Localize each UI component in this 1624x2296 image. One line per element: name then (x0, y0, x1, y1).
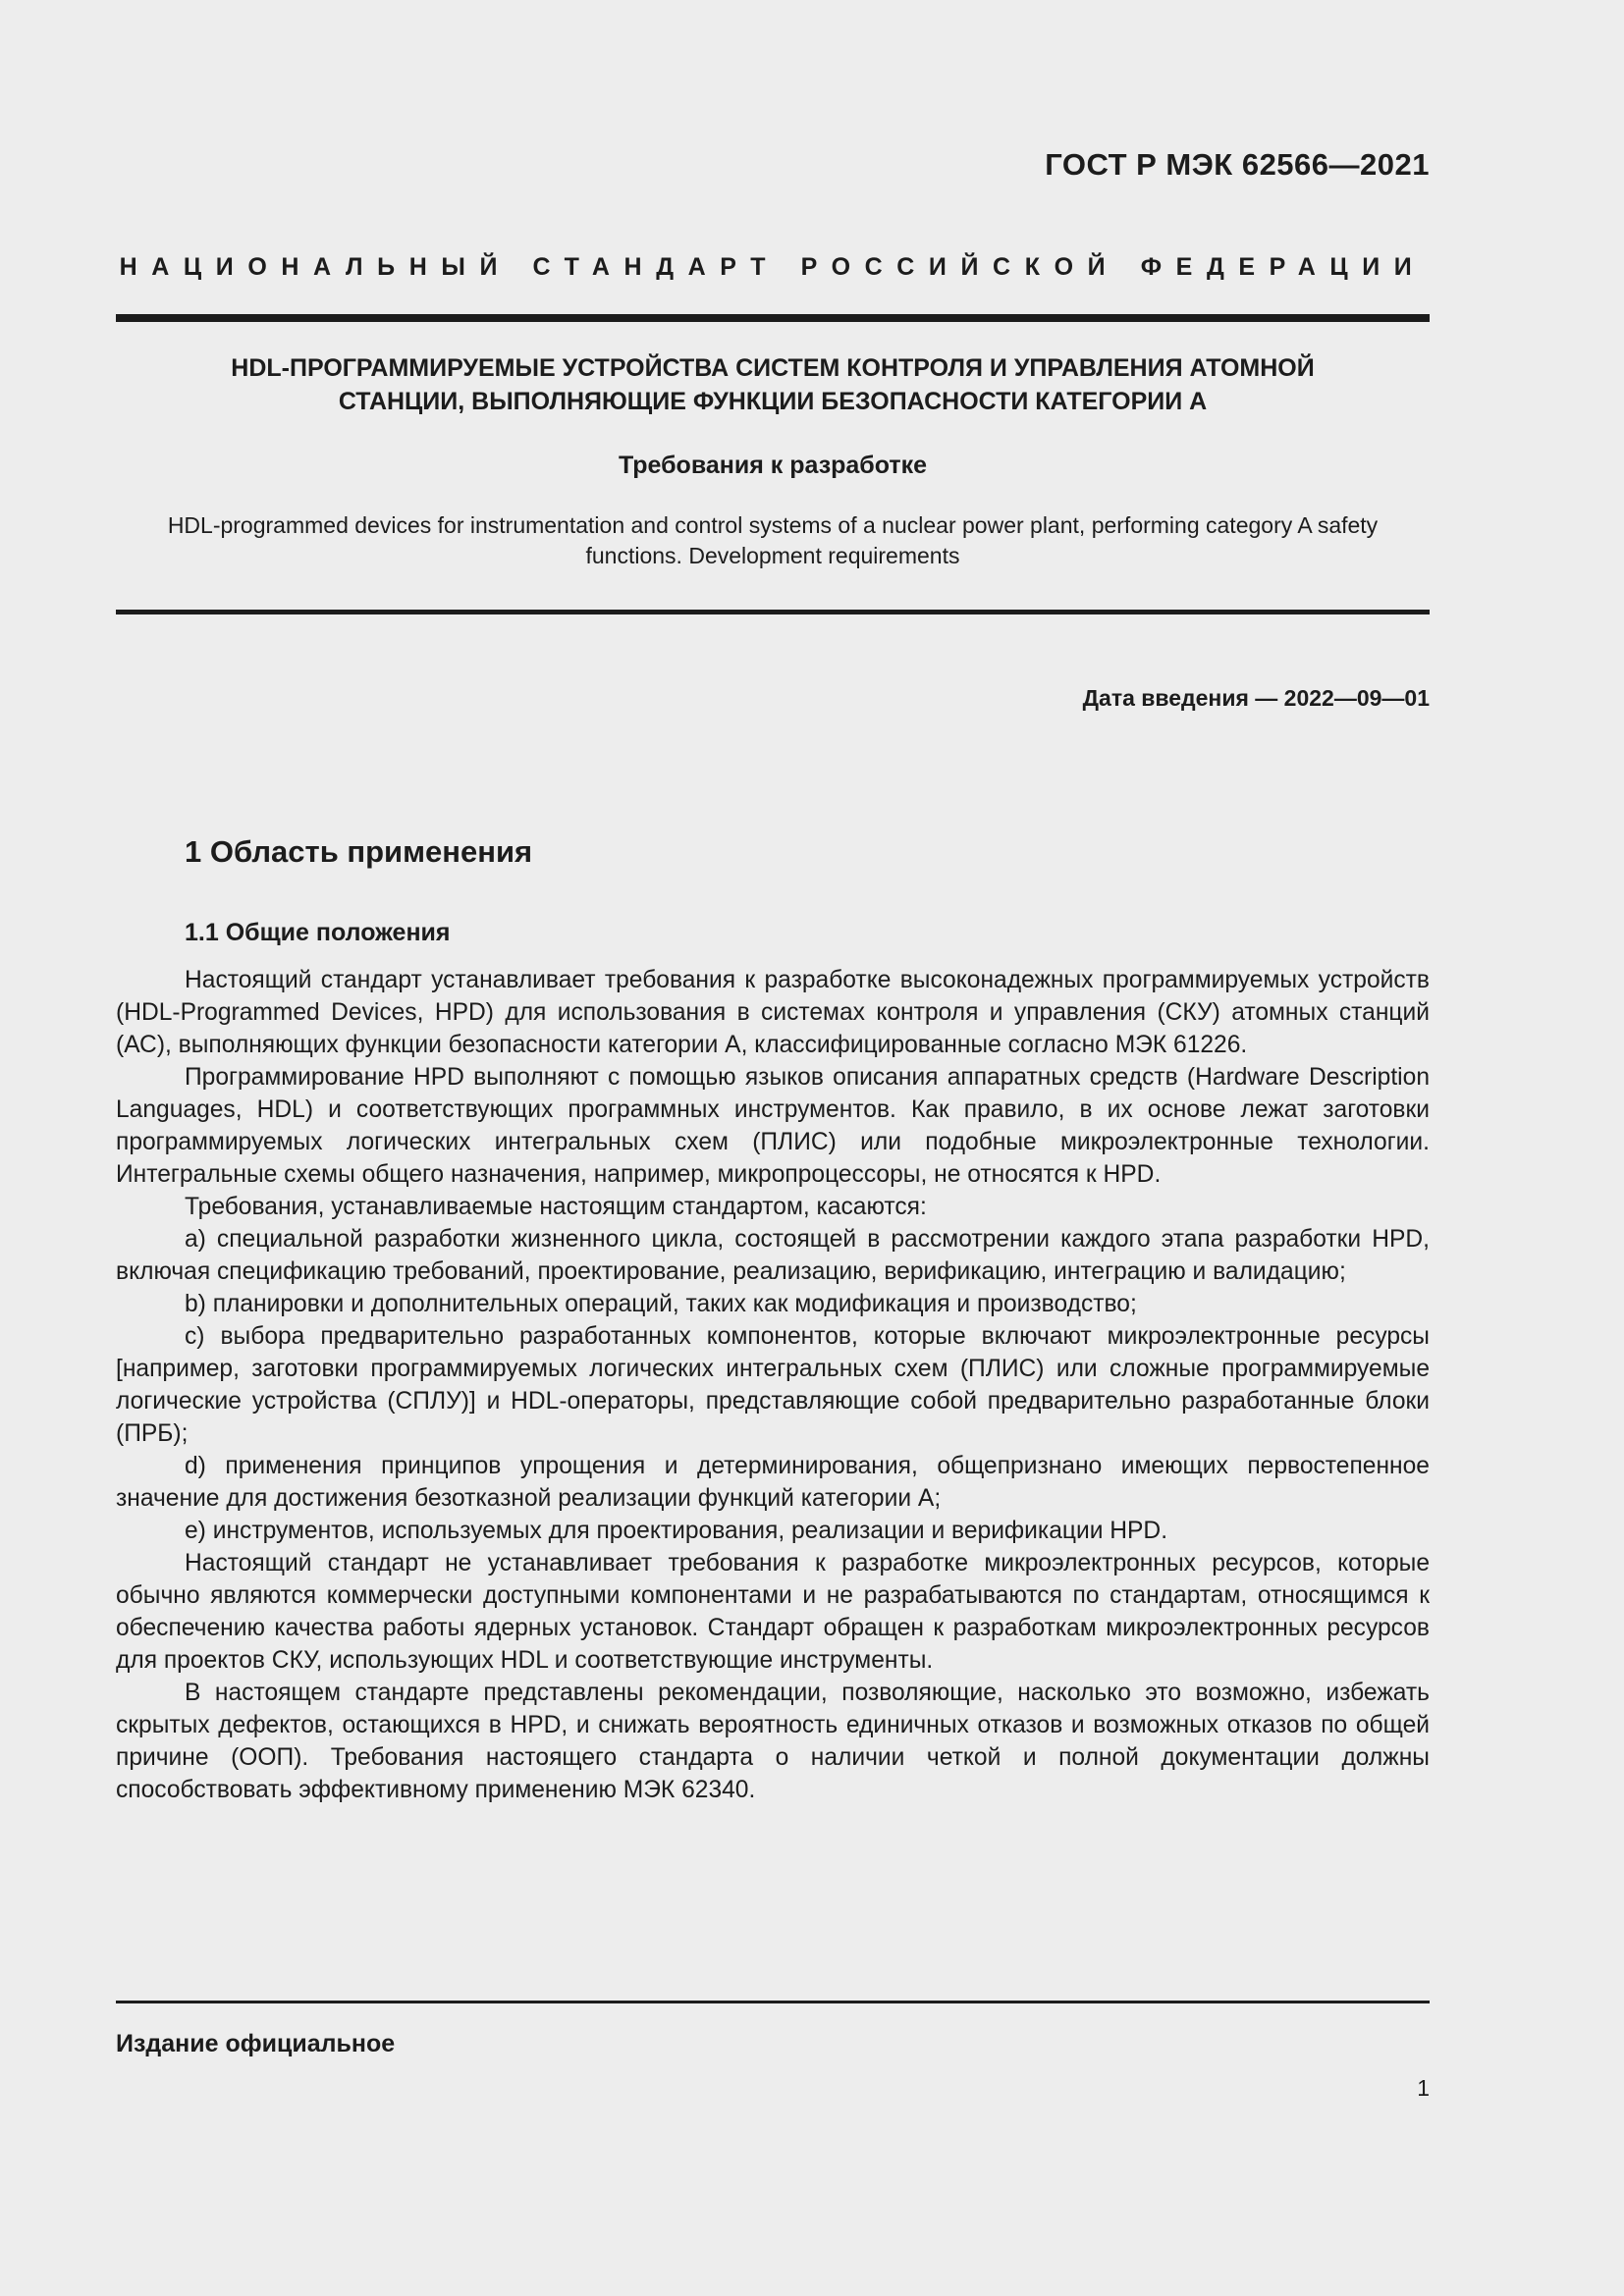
header-rule (116, 314, 1430, 322)
title-line-1: HDL-ПРОГРАММИРУЕМЫЕ УСТРОЙСТВА СИСТЕМ КОНТРОЛЯ И УПРАВЛЕНИЯ АТОМНОЙ (231, 354, 1315, 382)
introduction-date: Дата введения — 2022—09—01 (1082, 685, 1430, 711)
paragraph: Настоящий стандарт не устанавливает требования к разработке микроэлектронных ресурсов, которые обычно являются коммерчески доступными компонентами и не разрабатываются по стандартам, относящимся к обеспечению качества работы ядерных установок. Стандарт обращен к разработкам микроэлектронных ресурсов для проектов СКУ, использующих HDL и соответствующие инструменты. (116, 1550, 1430, 1674)
list-item-a: a) специальной разработки жизненного цикла, состоящей в рассмотрении каждого этапа разработки HPD, включая спецификацию требований, проектирование, реализацию, верификацию, интеграцию и валидацию; (116, 1226, 1430, 1285)
list-item-b: b) планировки и дополнительных операций, таких как модификация и производство; (185, 1291, 1137, 1317)
document-code: ГОСТ Р МЭК 62566—2021 (1045, 147, 1430, 182)
paragraph: Программирование HPD выполняют с помощью языков описания аппаратных средств (Hardware Description Languages, HDL) и соответствующих программных инструментов. Как правило, в их основе лежат заготовки программируемых логических интегральных схем (ПЛИС) или подобные микроэлектронные технологии. Интегральные схемы общего назначения, например, микропроцессоры, не относятся к HPD. (116, 1064, 1430, 1188)
section-heading: 1 Область применения (185, 834, 533, 869)
national-standard-line: НАЦИОНАЛЬНЫЙ СТАНДАРТ РОССИЙСКОЙ ФЕДЕРАЦИИ (119, 253, 1427, 281)
footer-rule (116, 2001, 1430, 2003)
edition-label: Издание официальное (116, 2030, 396, 2057)
document-subtitle: Требования к разработке (618, 452, 928, 479)
paragraph: Настоящий стандарт устанавливает требования к разработке высоконадежных программируемых устройств (HDL-Programmed Devices, HPD) для использования в системах контроля и управления (СКУ) атомных станций (АС), выполняющих функции безопасности категории А, классифицированные согласно МЭК 61226. (116, 967, 1430, 1058)
list-item-d: d) применения принципов упрощения и детерминирования, общепризнано имеющих первостепенное значение для достижения безотказной реализации функций категории А; (116, 1453, 1430, 1512)
paragraph: Требования, устанавливаемые настоящим стандартом, касаются: (185, 1194, 927, 1220)
list-item-e: e) инструментов, используемых для проектирования, реализации и верификации HPD. (185, 1518, 1168, 1544)
title-rule (116, 610, 1430, 614)
page-number: 1 (1417, 2075, 1430, 2101)
title-line-2: СТАНЦИИ, ВЫПОЛНЯЮЩИЕ ФУНКЦИИ БЕЗОПАСНОСТИ КАТЕГОРИИ А (338, 388, 1208, 415)
english-title: HDL-programmed devices for instrumentation and control systems of a nuclear power plant, performing category A safety functions. Development requirements (167, 512, 1379, 568)
document-title (135, 351, 1410, 418)
paragraph: В настоящем стандарте представлены рекомендации, позволяющие, насколько это возможно, избежать скрытых дефектов, остающихся в HPD, и снижать вероятность единичных отказов и возможных отказов по общей причине (ООП). Требования настоящего стандарта о наличии четкой и полной документации должны способствовать эффективному применению МЭК 62340. (116, 1680, 1430, 1803)
document-page (116, 0, 1430, 2296)
subsection-heading: 1.1 Общие положения (185, 919, 451, 946)
section-body (116, 964, 1430, 1806)
list-item-c: c) выбора предварительно разработанных компонентов, которые включают микроэлектронные ресурсы [например, заготовки программируемых логических интегральных схем (ПЛИС) или сложные программируемые логические устройства (СПЛУ)] и HDL-операторы, представляющие собой предварительно разработанные блоки (ПРБ); (116, 1323, 1430, 1447)
